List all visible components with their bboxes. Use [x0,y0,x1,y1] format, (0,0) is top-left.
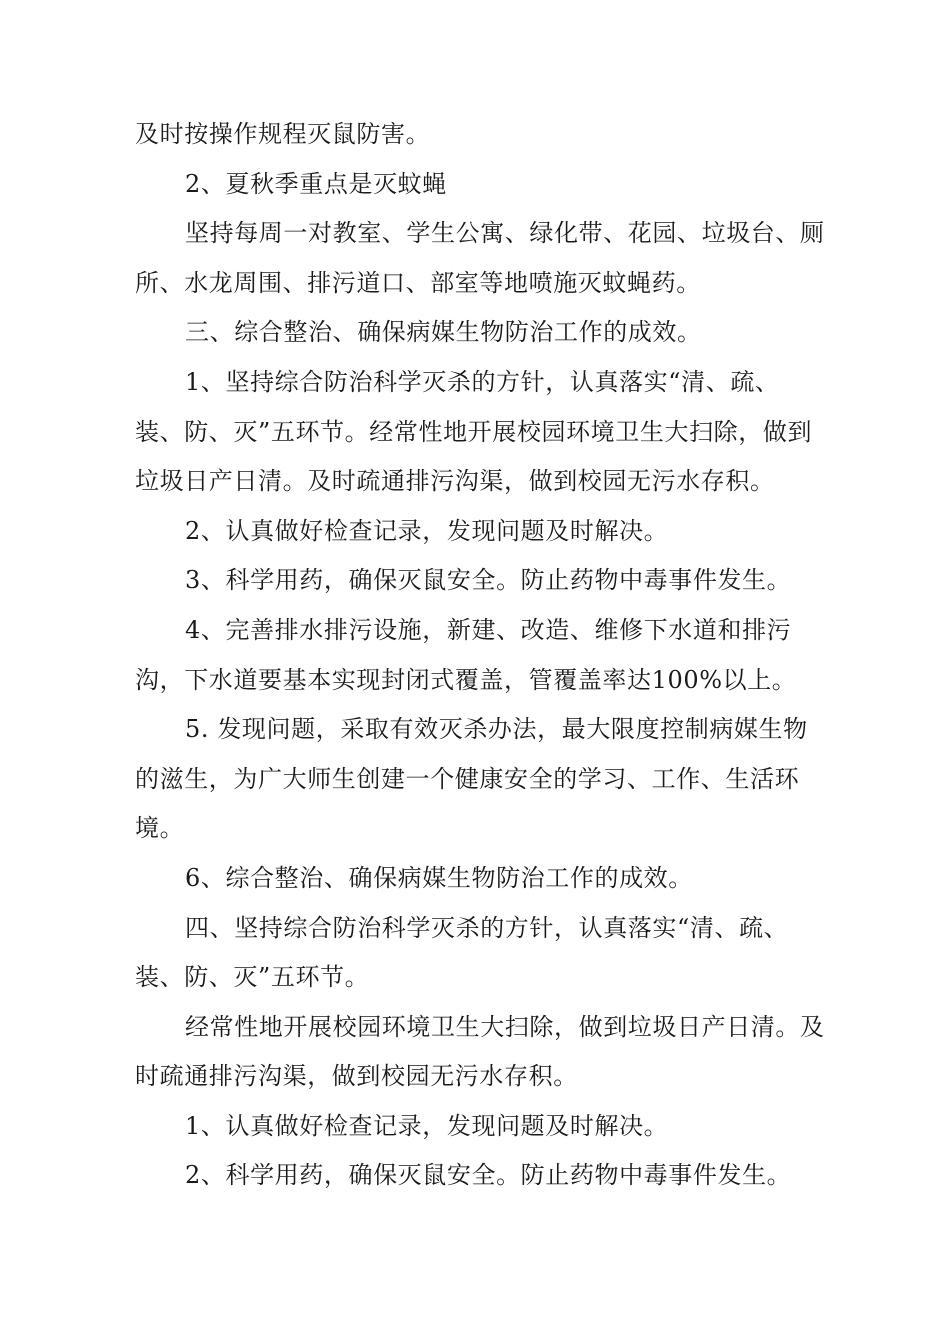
paragraph: 1、坚持综合防治科学灭杀的方针，认真落实“清、疏、装、防、灭”五环节。经常性地开展校园环境卫生大扫除，做到垃圾日产日清。及时疏通排污沟渠，做到校园无污水存积。 [135,367,813,496]
paragraph: 2、夏秋季重点是灭蚊蝇 [185,169,447,198]
paragraph: 2、科学用药，确保灭鼠安全。防止药物中毒事件发生。 [185,1161,792,1190]
paragraph: 5. 发现问题，采取有效灭杀办法，最大限度控制病媒生物的滋生，为广大师生创建一个健康安全的学习、工作、生活环境。 [135,715,808,843]
paragraph: 2、认真做好检查记录，发现问题及时解决。 [185,516,669,545]
paragraph: 3、科学用药，确保灭鼠安全。防止药物中毒事件发生。 [185,566,792,595]
paragraph: 及时按操作规程灭鼠防害。 [135,120,431,148]
section-heading: 三、综合整治、确保病媒生物防治工作的成效。 [185,318,702,347]
paragraph: 6、综合整治、确保病媒生物防治工作的成效。 [185,863,693,892]
paragraph: 坚持每周一对教室、学生公寓、绿化带、花园、垃圾台、厕所、水龙周围、排污道口、部室等地喷施灭蚊蝇药。 [135,219,825,297]
paragraph: 4、完善排水排污设施，新建、改造、维修下水道和排污沟，下水道要基本实现封闭式覆盖，管覆盖率达100%以上。 [135,615,797,694]
section-heading: 四、坚持综合防治科学灭杀的方针，认真落实“清、疏、装、防、灭”五环节。 [135,913,789,992]
paragraph: 经常性地开展校园环境卫生大扫除，做到垃圾日产日清。及时疏通排污沟渠，做到校园无污水存积。 [135,1012,825,1091]
document-body [135,110,825,1201]
paragraph: 1、认真做好检查记录，发现问题及时解决。 [185,1111,669,1140]
